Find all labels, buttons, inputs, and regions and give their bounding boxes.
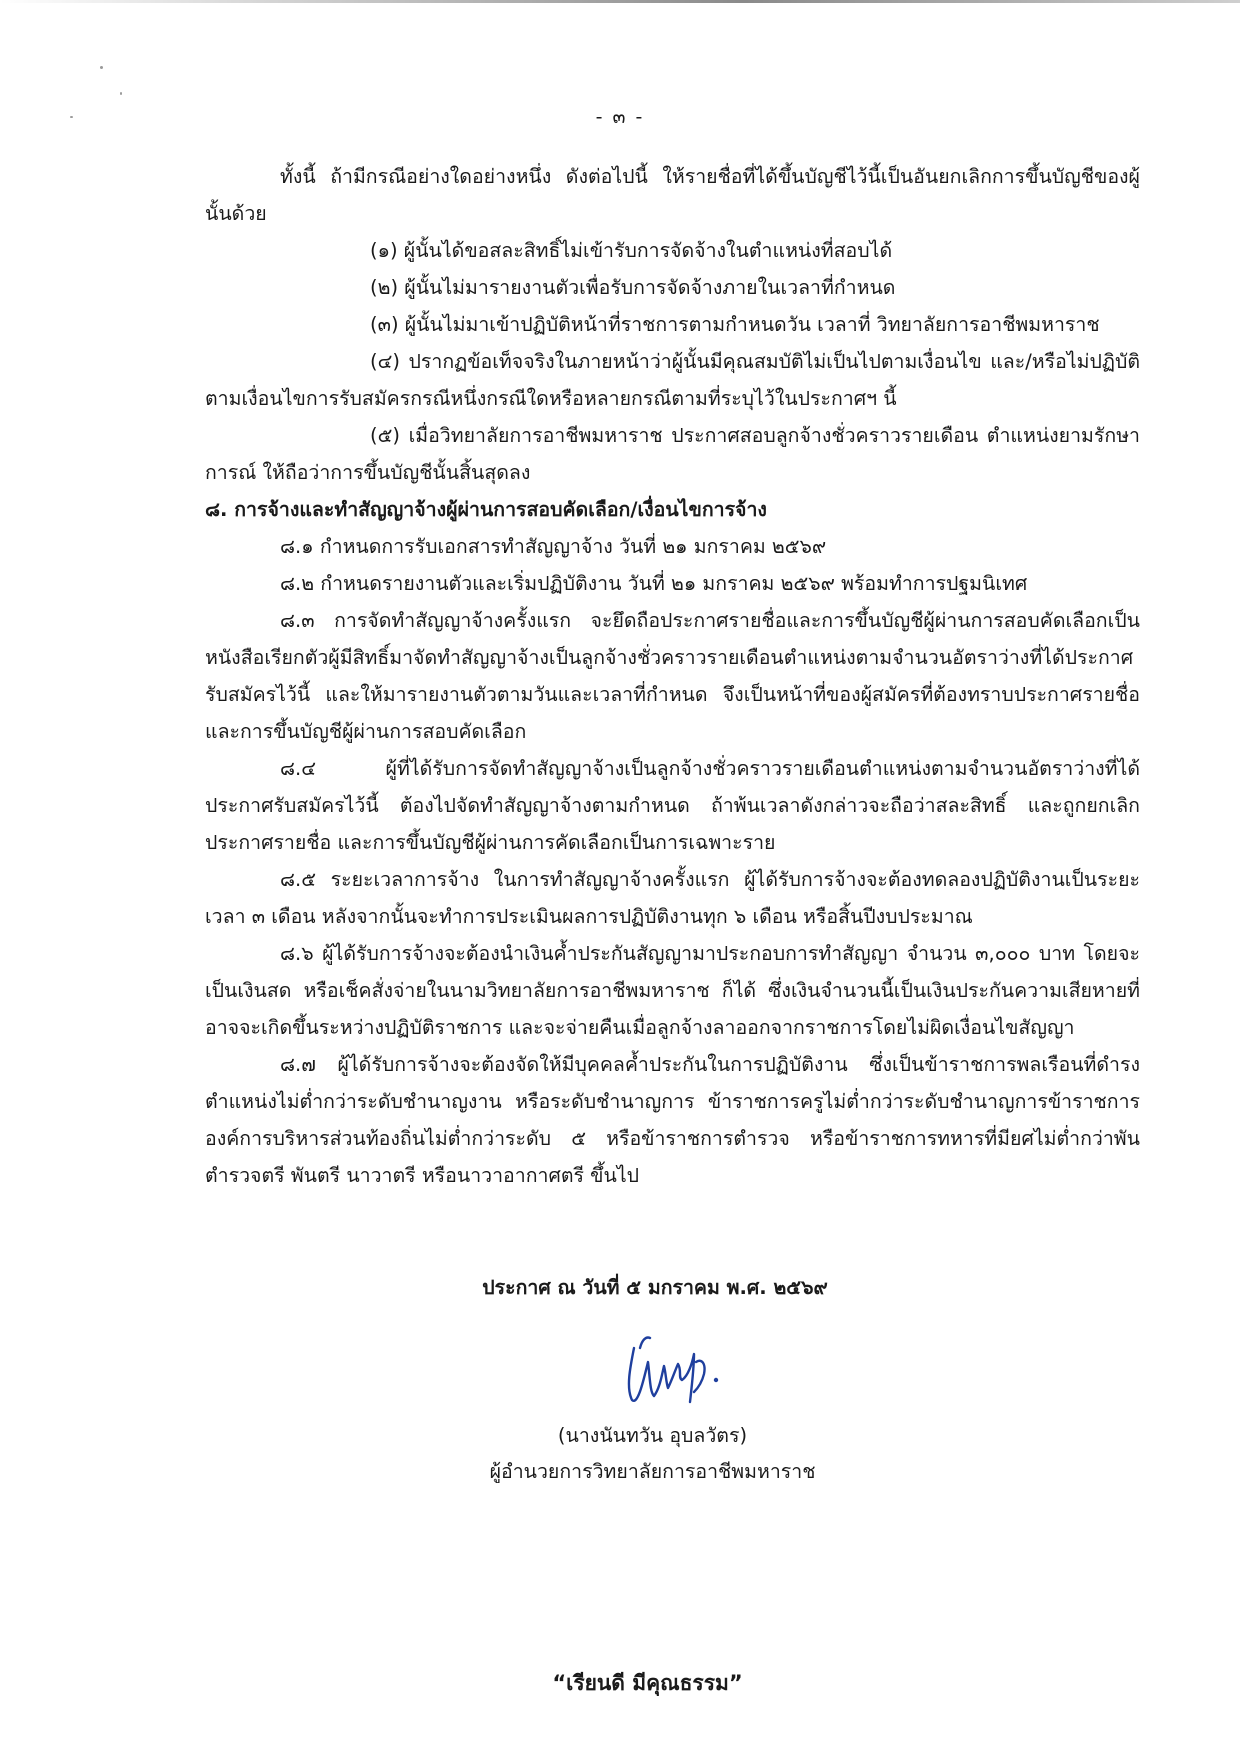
- intro-paragraph: ทั้งนี้ ถ้ามีกรณีอย่างใดอย่างหนึ่ง ดังต่อไปนี้ ให้รายชื่อที่ได้ขึ้นบัญชีไว้นี้เป็นอันยกเลิกการขึ้นบัญชีของผู้นั้นด้วย: [205, 165, 1140, 225]
- cancel-item-4: (๔) ปรากฏข้อเท็จจริงในภายหน้าว่าผู้นั้นมีคุณสมบัติไม่เป็นไปตามเงื่อนไข และ/หรือไม่ปฏิบัติตามเงื่อนไขการรับสมัครกรณีหนึ่งกรณีใดหรือหลายกรณีตามที่ระบุไว้ในประกาศฯ นี้: [205, 350, 1140, 410]
- section-8-item-4: ๘.๔ ผู้ที่ได้รับการจัดทำสัญญาจ้างเป็นลูกจ้างชั่วคราวรายเดือนตำแหน่งตามจำนวนอัตราว่างที่ได้ประกาศรับสมัครไว้นี้ ต้องไปจัดทำสัญญาจ้างตามกำหนด ถ้าพ้นเวลาดังกล่าวจะถือว่าสละสิทธิ์ และถูกยกเลิกประกาศรายชื่อ และการขึ้นบัญชีผู้ผ่านการคัดเลือกเป็นการเฉพาะราย: [205, 757, 1140, 854]
- section-8-item-6: ๘.๖ ผู้ได้รับการจ้างจะต้องนำเงินค้ำประกันสัญญามาประกอบการทำสัญญา จำนวน ๓,๐๐๐ บาท โดยจะเป็นเงินสด หรือเช็คสั่งจ่ายในนามวิทยาลัยการอาชีพมหาราช ก็ได้ ซึ่งเงินจำนวนนี้เป็นเงินประกันความเสียหายที่อาจจะเกิดขึ้นระหว่างปฏิบัติราชการ และจะจ่ายคืนเมื่อลูกจ้างลาออกจากราชการโดยไม่ผิดเงื่อนไขสัญญา: [205, 942, 1140, 1039]
- section-8-item-3: ๘.๓ การจัดทำสัญญาจ้างครั้งแรก จะยึดถือประกาศรายชื่อและการขึ้นบัญชีผู้ผ่านการสอบคัดเลือกเป็นหนังสือเรียกตัวผู้มีสิทธิ์มาจัดทำสัญญาจ้างเป็นลูกจ้างชั่วคราวรายเดือนตำแหน่งตามจำนวนอัตราว่างที่ได้ประกาศรับสมัครไว้นี้ และให้มารายงานตัวตามวันและเวลาที่กำหนด จึงเป็นหน้าที่ของผู้สมัครที่ต้องทราบประกาศรายชื่อ และการขึ้นบัญชีผู้ผ่านการสอบคัดเลือก: [205, 609, 1140, 743]
- section-8-item-5: ๘.๕ ระยะเวลาการจ้าง ในการทำสัญญาจ้างครั้งแรก ผู้ได้รับการจ้างจะต้องทดลองปฏิบัติงานเป็นระยะเวลา ๓ เดือน หลังจากนั้นจะทำการประเมินผลการปฏิบัติงานทุก ๖ เดือน หรือสิ้นปีงบประมาณ: [205, 868, 1140, 928]
- section-8-heading: ๘. การจ้างและทำสัญญาจ้างผู้ผ่านการสอบคัดเลือก/เงื่อนไขการจ้าง: [205, 498, 767, 521]
- cancel-item-1: (๑) ผู้นั้นได้ขอสละสิทธิ์ไม่เข้ารับการจัดจ้างในตำแหน่งที่สอบได้: [370, 239, 893, 262]
- cancel-item-5: (๕) เมื่อวิทยาลัยการอาชีพมหาราช ประกาศสอบลูกจ้างชั่วคราวรายเดือน ตำแหน่งยามรักษาการณ์ ให้ถือว่าการขึ้นบัญชีนั้นสิ้นสุดลง: [205, 424, 1140, 484]
- signature-image: [620, 1318, 750, 1418]
- page-number: - ๓ -: [595, 106, 645, 128]
- scan-edge: [0, 0, 1240, 3]
- section-8-item-7: ๘.๗ ผู้ได้รับการจ้างจะต้องจัดให้มีบุคคลค้ำประกันในการปฏิบัติงาน ซึ่งเป็นข้าราชการพลเรือนที่ดำรงตำแหน่งไม่ต่ำกว่าระดับชำนาญงาน หรือระดับชำนาญการ ข้าราชการครูไม่ต่ำกว่าระดับชำนาญการข้าราชการองค์การบริหารส่วนท้องถิ่นไม่ต่ำกว่าระดับ ๕ หรือข้าราชการตำรวจ หรือข้าราชการทหารที่มียศไม่ต่ำกว่าพันตำรวจตรี พันตรี นาวาตรี หรือนาวาอากาศตรี ขึ้นไป: [205, 1053, 1140, 1187]
- motto: “เรียนดี มีคุณธรรม”: [552, 1671, 743, 1695]
- signer-name: (นางนันทวัน อุบลวัตร): [557, 1424, 748, 1447]
- section-8-item-1: ๘.๑ กำหนดการรับเอกสารทำสัญญาจ้าง วันที่ ๒๑ มกราคม ๒๕๖๙: [280, 535, 827, 558]
- announcement-date: ประกาศ ณ วันที่ ๕ มกราคม พ.ศ. ๒๕๖๙: [482, 1276, 828, 1299]
- cancel-item-2: (๒) ผู้นั้นไม่มารายงานตัวเพื่อรับการจัดจ้างภายในเวลาที่กำหนด: [370, 276, 896, 299]
- cancel-item-3: (๓) ผู้นั้นไม่มาเข้าปฏิบัติหน้าที่ราชการตามกำหนดวัน เวลาที่ วิทยาลัยการอาชีพมหาราช: [370, 313, 1100, 336]
- scan-speck: [100, 66, 103, 69]
- document-body: [205, 158, 1140, 1194]
- scan-speck: [120, 92, 122, 95]
- section-8-item-2: ๘.๒ กำหนดรายงานตัวและเริ่มปฏิบัติงาน วันที่ ๒๑ มกราคม ๒๕๖๙ พร้อมทำการปฐมนิเทศ: [280, 572, 1028, 595]
- signer-title: ผู้อำนวยการวิทยาลัยการอาชีพมหาราช: [489, 1460, 816, 1483]
